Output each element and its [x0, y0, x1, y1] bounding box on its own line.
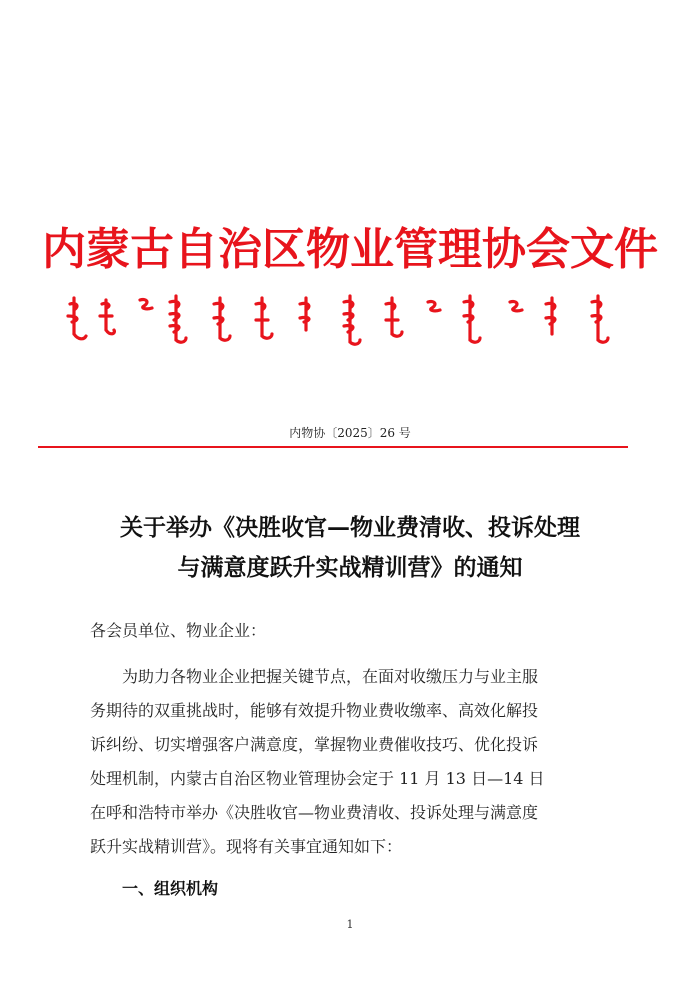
notice-title-line: 关于举办《决胜收官—物业费清收、投诉处理 — [120, 514, 580, 541]
notice-title — [40, 508, 660, 588]
body-line: 诉纠纷、切实增强客户满意度，掌握物业费催收技巧、优化投诉 — [90, 735, 539, 754]
body-line: 为助力各物业企业把握关键节点，在面对收缴压力与业主服 — [122, 667, 539, 686]
body-line: 处理机制，内蒙古自治区物业管理协会定于 11 月 13 日—14 日 — [90, 769, 545, 788]
body-line: 跃升实战精训营》。现将有关事宜通知如下： — [90, 837, 403, 856]
red-divider — [38, 446, 628, 448]
document-number: 内物协〔2025〕26 号 — [289, 426, 411, 440]
salutation: 各会员单位、物业企业： — [90, 621, 267, 640]
body-line: 在呼和浩特市举办《决胜收官—物业费清收、投诉处理与满意度 — [90, 803, 539, 822]
body-line: 务期待的双重挑战时，能够有效提升物业费收缴率、高效化解投 — [90, 701, 539, 720]
mongolian-script-icon — [62, 290, 622, 346]
body-paragraph — [90, 660, 610, 864]
notice-title-line: 与满意度跃升实战精训营》的通知 — [177, 554, 523, 581]
page-number: 1 — [346, 918, 354, 931]
header-title: 内蒙古自治区物业管理协会文件 — [42, 224, 658, 275]
section-heading: 一、组织机构 — [122, 879, 219, 898]
